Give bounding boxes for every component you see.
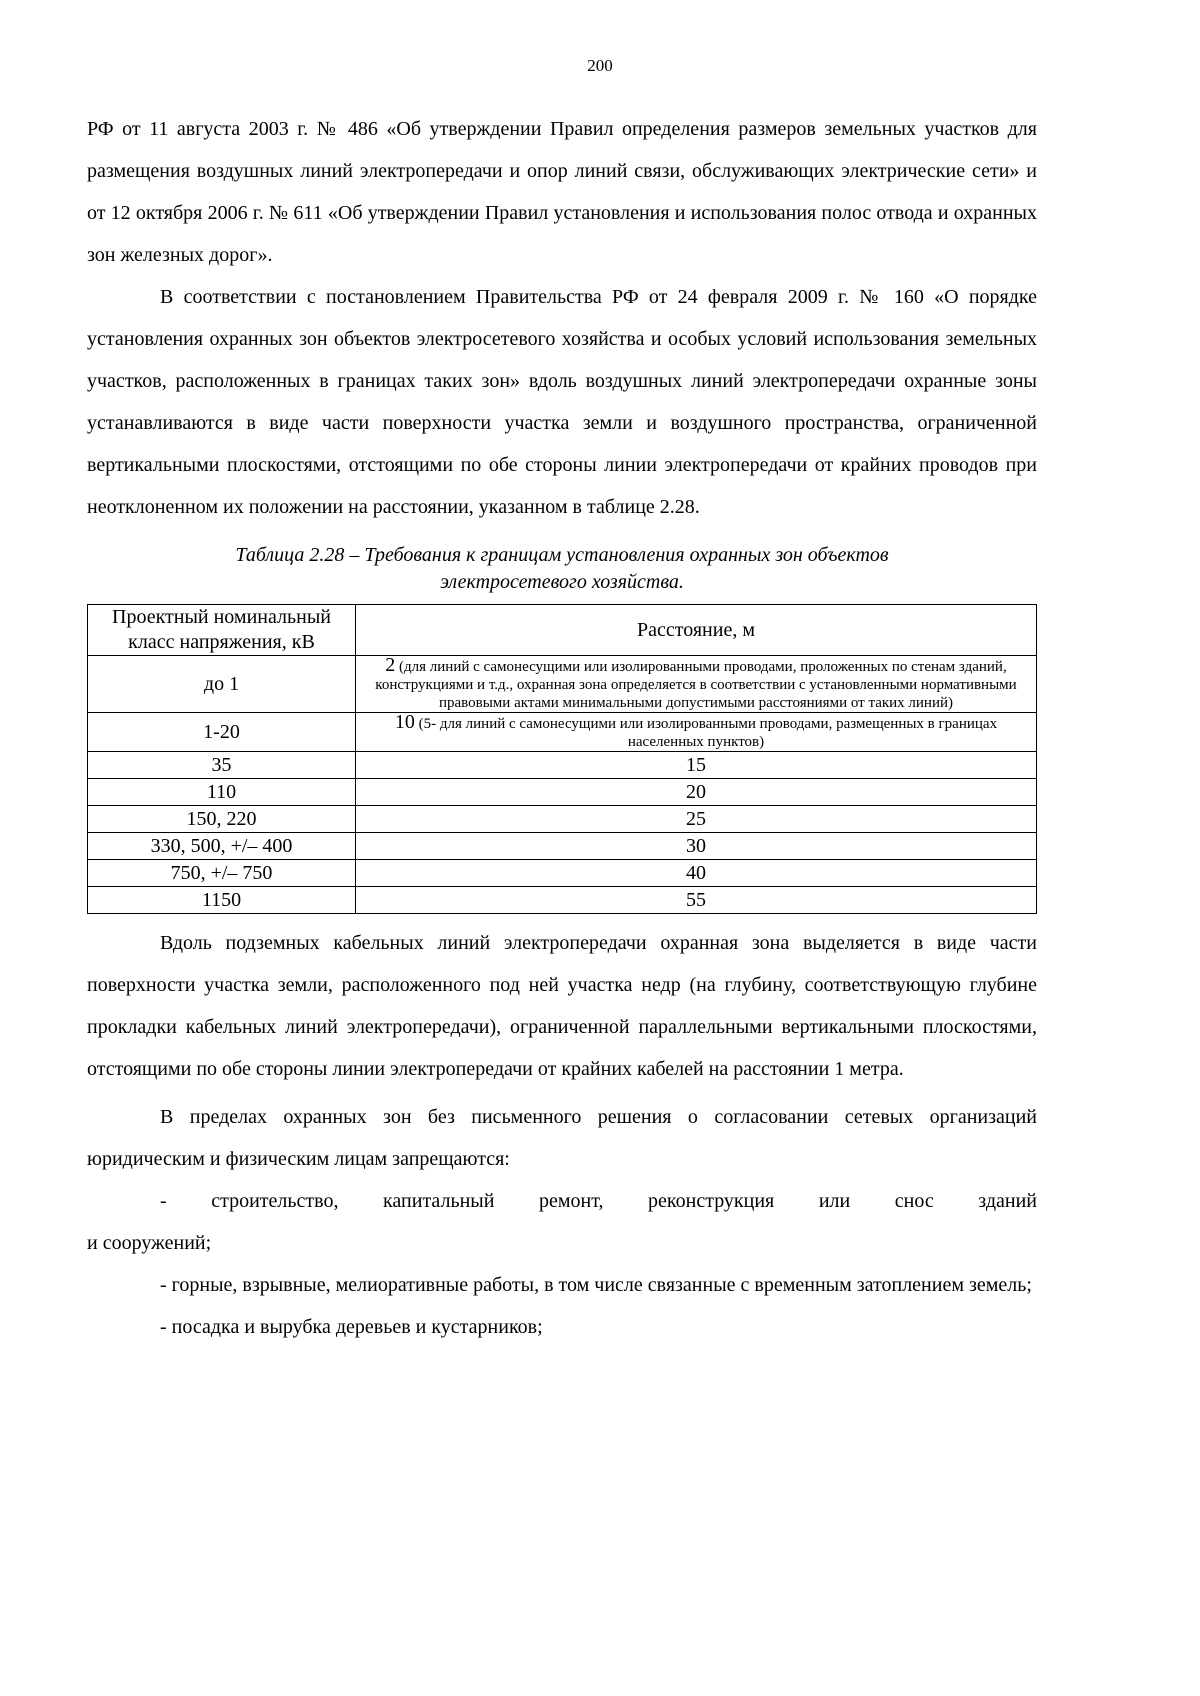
list-word: ремонт,	[539, 1190, 604, 1212]
table-row	[88, 713, 1037, 752]
table-row	[88, 806, 1037, 833]
table-header-row	[88, 605, 1037, 656]
distance-cell: 40	[356, 860, 1037, 887]
list-word: снос	[894, 1190, 934, 1212]
list-word: зданий	[978, 1190, 1037, 1212]
list-item-1-first-line	[87, 1180, 1037, 1222]
table-row	[88, 887, 1037, 914]
distance-note: (5- для линий с самонесущими или изолированными проводами, размещенных в границах населенных пунктов)	[414, 716, 998, 750]
table-caption-line-1: Таблица 2.28 – Требования к границам установления охранных зон объектов	[235, 544, 889, 566]
distance-value: 2	[385, 654, 396, 676]
header-voltage-class: Проектный номинальный класс напряжения, кВ	[88, 605, 356, 656]
distance-cell: 25	[356, 806, 1037, 833]
distance-cell: 15	[356, 752, 1037, 779]
voltage-cell: 330, 500, +/– 400	[88, 833, 356, 860]
table-row	[88, 779, 1037, 806]
list-word: реконструкция	[648, 1190, 775, 1212]
page-number: 200	[587, 56, 613, 75]
table-caption-line-2: электросетевого хозяйства.	[440, 571, 684, 593]
list-item-1-continuation: и сооружений;	[87, 1232, 212, 1254]
voltage-cell: 750, +/– 750	[88, 860, 356, 887]
voltage-cell: 150, 220	[88, 806, 356, 833]
distance-cell: 20	[356, 779, 1037, 806]
paragraph-3: Вдоль подземных кабельных линий электропередачи охранная зона выделяется в виде части поверхности участка земли, расположенного под ней участка недр (на глубину, соответствующую глубине прокладки кабельных линий электропередачи), ограниченной параллельными вертикальными плоскостями, отстоящими по обе стороны линии электропередачи от крайних кабелей на расстоянии 1 метра.	[87, 932, 1037, 1080]
distance-value: 10	[394, 711, 415, 733]
paragraph-4: В пределах охранных зон без письменного решения о согласовании сетевых организаций юридическим и физическим лицам запрещаются:	[87, 1106, 1037, 1170]
table-row	[88, 752, 1037, 779]
table-row	[88, 656, 1037, 713]
list-word: -	[160, 1190, 167, 1212]
table-caption	[87, 542, 1037, 596]
list-item-3: - посадка и вырубка деревьев и кустарников;	[160, 1316, 543, 1338]
distance-cell: 30	[356, 833, 1037, 860]
distance-cell: 55	[356, 887, 1037, 914]
voltage-cell: 35	[88, 752, 356, 779]
protection-zones-table	[87, 604, 1037, 914]
voltage-cell: до 1	[88, 656, 356, 713]
table-row	[88, 833, 1037, 860]
document-body	[87, 108, 1037, 1348]
distance-note-cell	[356, 656, 1037, 713]
voltage-cell: 1150	[88, 887, 356, 914]
list-word: или	[818, 1190, 851, 1212]
distance-note: (для линий с самонесущими или изолированными проводами, проложенных по стенам зданий, конструкциями и т.д., охранная зона определяется в соответствии с установленными нормативными правовыми актами минимальными допустимыми расстояниями от таких линий)	[375, 659, 1017, 711]
paragraph-2: В соответствии с постановлением Правительства РФ от 24 февраля 2009 г. № 160 «О порядке установления охранных зон объектов электросетевого хозяйства и особых условий использования земельных участков, расположенных в границах таких зон» вдоль воздушных линий электропередачи охранные зоны устанавливаются в виде части поверхности участка земли и воздушного пространства, ограниченной вертикальными плоскостями, отстоящими по обе стороны линии электропередачи от крайних проводов при неотклоненном их положении на расстоянии, указанном в таблице 2.28.	[87, 286, 1037, 518]
list-word: строительство,	[211, 1190, 339, 1212]
voltage-cell: 110	[88, 779, 356, 806]
table-row	[88, 860, 1037, 887]
header-distance: Расстояние, м	[356, 605, 1037, 656]
list-item-2: - горные, взрывные, мелиоративные работы, в том числе связанные с временным затоплением земель;	[160, 1274, 1032, 1296]
voltage-cell: 1-20	[88, 713, 356, 752]
distance-note-cell	[356, 713, 1037, 752]
paragraph-1: РФ от 11 августа 2003 г. № 486 «Об утверждении Правил определения размеров земельных участков для размещения воздушных линий электропередачи и опор линий связи, обслуживающих электрические сети» и от 12 октября 2006 г. № 611 «Об утверждении Правил установления и использования полос отвода и охранных зон железных дорог».	[87, 118, 1037, 266]
list-word: капитальный	[383, 1190, 495, 1212]
